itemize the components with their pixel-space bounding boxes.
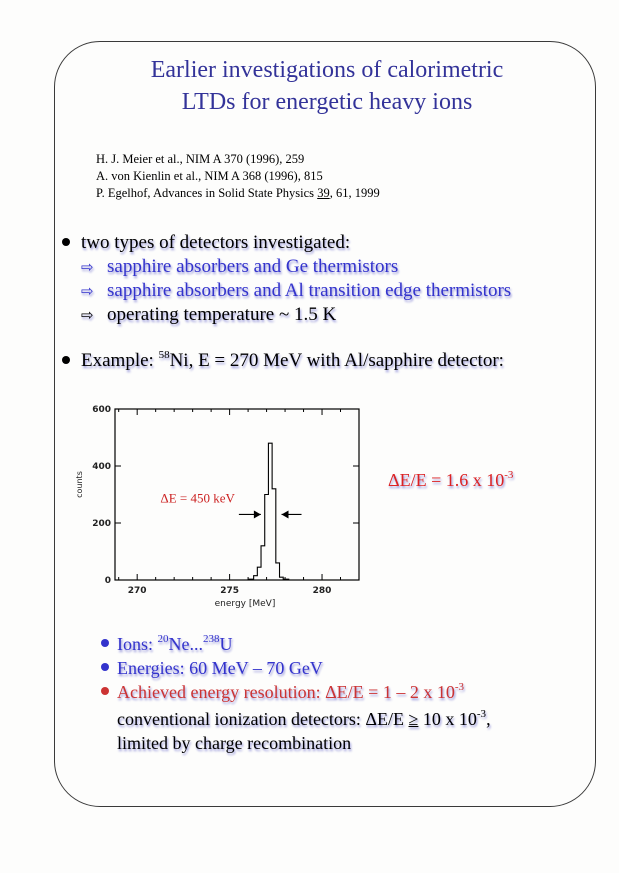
bullet-2-text	[81, 349, 504, 373]
reference-1: H. J. Meier et al., NIM A 370 (1996), 259	[96, 152, 305, 166]
y-axis-label: counts	[75, 471, 84, 498]
resolution-annotation-sup: -3	[504, 469, 514, 481]
fwhm-arrowhead-right	[282, 510, 289, 518]
fwhm-arrowhead-left	[254, 510, 261, 518]
x-tick-label: 270	[127, 586, 147, 596]
list-ions-pre: Ions:	[117, 634, 158, 654]
bullet-2-sup: 58	[158, 348, 170, 361]
list-conventional-sup: -3	[476, 708, 487, 720]
bullet-1-text: two types of detectors investigated:	[81, 232, 351, 253]
list-conventional-post: ,	[486, 709, 491, 729]
delta-e-label: ΔE = 450 keV	[160, 490, 235, 506]
list-ions	[117, 632, 233, 656]
y-tick-label: 0	[104, 576, 111, 586]
chart-svg	[70, 395, 370, 615]
reference-2: A. von Kienlin et al., NIM A 368 (1996), 815	[96, 169, 323, 183]
list-resolution-pre: Achieved energy resolution: ΔE/E = 1 – 2 x 10	[117, 682, 455, 702]
reference-3-pre: P. Egelhof, Advances in Solid State Physics	[96, 186, 318, 200]
list-conventional-mid: 10 x 10	[418, 709, 477, 729]
y-tick-label: 400	[92, 462, 111, 472]
list-ions-sup1: 20	[157, 633, 169, 645]
arrow-right-icon: ⇨	[81, 258, 94, 276]
subitem-2-text: sapphire absorbers and Al transition edge thermistors	[107, 280, 512, 301]
reference-3	[96, 185, 380, 202]
spectrum-series-line	[115, 443, 359, 580]
bullet-2-post: Ni, E = 270 MeV with Al/sapphire detector:	[169, 350, 504, 371]
title-line-1: Earlier investigations of calorimetric	[150, 57, 504, 83]
plot-frame	[115, 409, 359, 580]
bullet-1-dot	[62, 238, 70, 246]
arrow-right-icon: ⇨	[81, 306, 94, 324]
x-axis-label: energy [MeV]	[214, 599, 276, 609]
list-resolution-sup: -3	[454, 681, 464, 693]
subitem-1-text: sapphire absorbers and Ge thermistors	[107, 256, 399, 277]
list-ions-sup2: 238	[203, 633, 220, 645]
slide-title	[60, 54, 594, 118]
list-energies: Energies: 60 MeV – 70 GeV	[117, 658, 323, 678]
list-dot-ions	[101, 639, 109, 647]
list-ions-post: U	[219, 634, 233, 654]
y-tick-label: 200	[92, 519, 111, 529]
list-dot-energies	[101, 663, 109, 671]
subitem-2	[81, 279, 511, 303]
bullet-2-pre: Example:	[81, 350, 159, 371]
x-tick-label: 280	[312, 586, 332, 596]
list-limited: limited by charge recombination	[117, 733, 352, 753]
list-conventional	[117, 707, 491, 731]
references	[96, 151, 380, 202]
reference-3-post: , 61, 1999	[329, 186, 380, 200]
list-dot-resolution	[101, 687, 109, 695]
title-line-2: LTDs for energetic heavy ions	[181, 89, 473, 115]
resolution-annotation	[388, 470, 513, 491]
subitem-1	[81, 255, 398, 279]
list-conventional-ge: ≥	[408, 709, 419, 729]
reference-3-volume: 39	[317, 186, 330, 200]
x-tick-label: 275	[220, 586, 240, 596]
resolution-annotation-pre: ΔE/E = 1.6 x 10	[388, 470, 505, 490]
list-conventional-pre: conventional ionization detectors: ΔE/E	[117, 709, 409, 729]
list-resolution	[117, 680, 464, 704]
subitem-3	[81, 303, 336, 327]
subitem-3-text: operating temperature ~ 1.5 K	[107, 304, 337, 325]
bullet-2-dot	[62, 356, 70, 364]
list-ions-mid: Ne...	[168, 634, 203, 654]
y-tick-label: 600	[92, 405, 111, 415]
arrow-right-icon: ⇨	[81, 282, 94, 300]
energy-spectrum-chart	[70, 395, 370, 615]
